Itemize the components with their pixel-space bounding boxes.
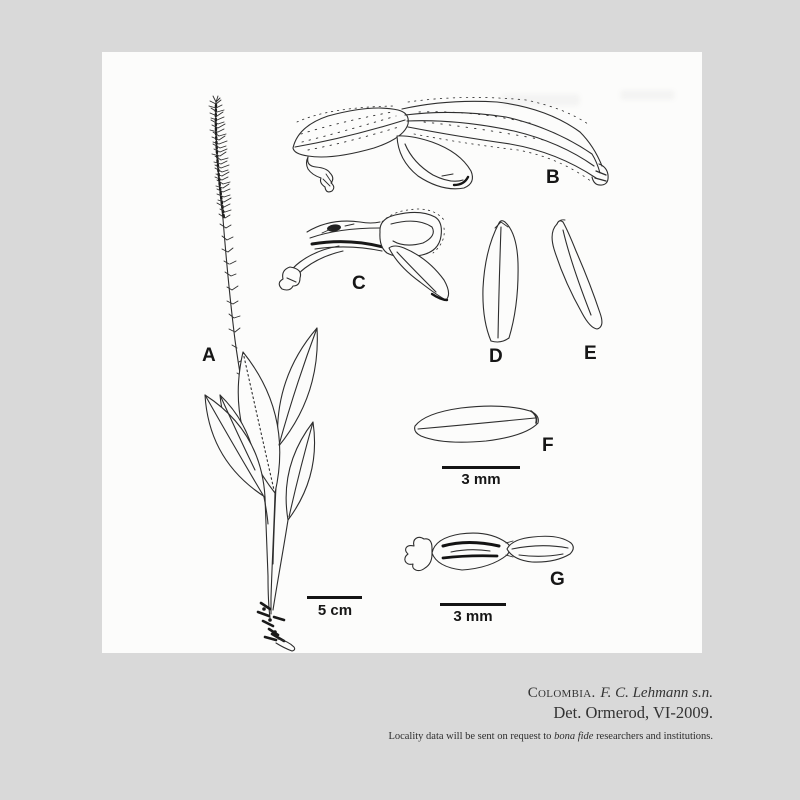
- note-prefix: Locality data will be sent on request to: [388, 731, 555, 742]
- figure-b-flower-side-view: [293, 97, 608, 191]
- scale-bar-3mm-lip-label: 3 mm: [453, 608, 493, 625]
- scale-bar-5cm: [307, 596, 362, 599]
- botanical-drawing: [102, 52, 702, 653]
- petal-arm: [307, 221, 380, 238]
- illustration-plate: [102, 52, 702, 653]
- petal-outline: [552, 221, 602, 329]
- figure-g-lip-spread: [405, 533, 573, 570]
- lip-base-lobes: [405, 537, 432, 570]
- caption-determination-line: Det. Ormerod, VI-2009.: [553, 703, 713, 722]
- peduncle-bracts: [220, 224, 244, 376]
- label-figure-a: A: [202, 345, 216, 366]
- root-node: [273, 630, 277, 634]
- spike-flowers: [209, 100, 231, 218]
- figure-d-petal: [483, 221, 518, 342]
- scale-bar-3mm-sepal: [442, 466, 520, 469]
- root-stub: [276, 639, 295, 651]
- note-bona-fide: bona fide: [554, 731, 594, 742]
- scale-bar-3mm-sepal-label: 3 mm: [461, 471, 501, 488]
- pedicel-hatch: [595, 171, 606, 181]
- caption-collection-line: [388, 684, 713, 702]
- caption-block: [388, 684, 713, 744]
- caption-locality-note: [388, 730, 713, 744]
- floral-bract: [307, 157, 334, 192]
- figure-a-plant-habit: [205, 96, 317, 651]
- label-figure-b: B: [546, 167, 560, 188]
- scan-smudge: [500, 94, 580, 106]
- label-figure-f: F: [542, 435, 554, 456]
- lip-body: [432, 533, 510, 570]
- column-dark-stroke: [312, 242, 383, 247]
- label-figure-c: C: [352, 273, 366, 294]
- root-scribbles: [258, 603, 284, 641]
- scan-smudge: [620, 90, 675, 100]
- figure-f-sepal: [415, 406, 539, 442]
- label-figure-g: G: [550, 569, 565, 590]
- label-figure-e: E: [584, 343, 597, 364]
- hair-texture: [419, 112, 544, 140]
- caption-collector: F. C. Lehmann s.n.: [600, 685, 713, 701]
- note-suffix: researchers and institutions.: [593, 731, 713, 742]
- figure-e-petal: [552, 220, 602, 329]
- left-sepal: [293, 108, 408, 157]
- caption-country: Colombia.: [527, 685, 596, 701]
- lip-apex-lobe: [507, 536, 573, 562]
- root-node: [268, 618, 272, 622]
- claw-foot: [279, 267, 300, 290]
- root-node: [262, 607, 266, 611]
- scale-bar-5cm-label: 5 cm: [317, 602, 353, 619]
- roots: [258, 603, 295, 651]
- label-figure-d: D: [489, 346, 503, 367]
- scale-bar-3mm-lip: [440, 603, 506, 606]
